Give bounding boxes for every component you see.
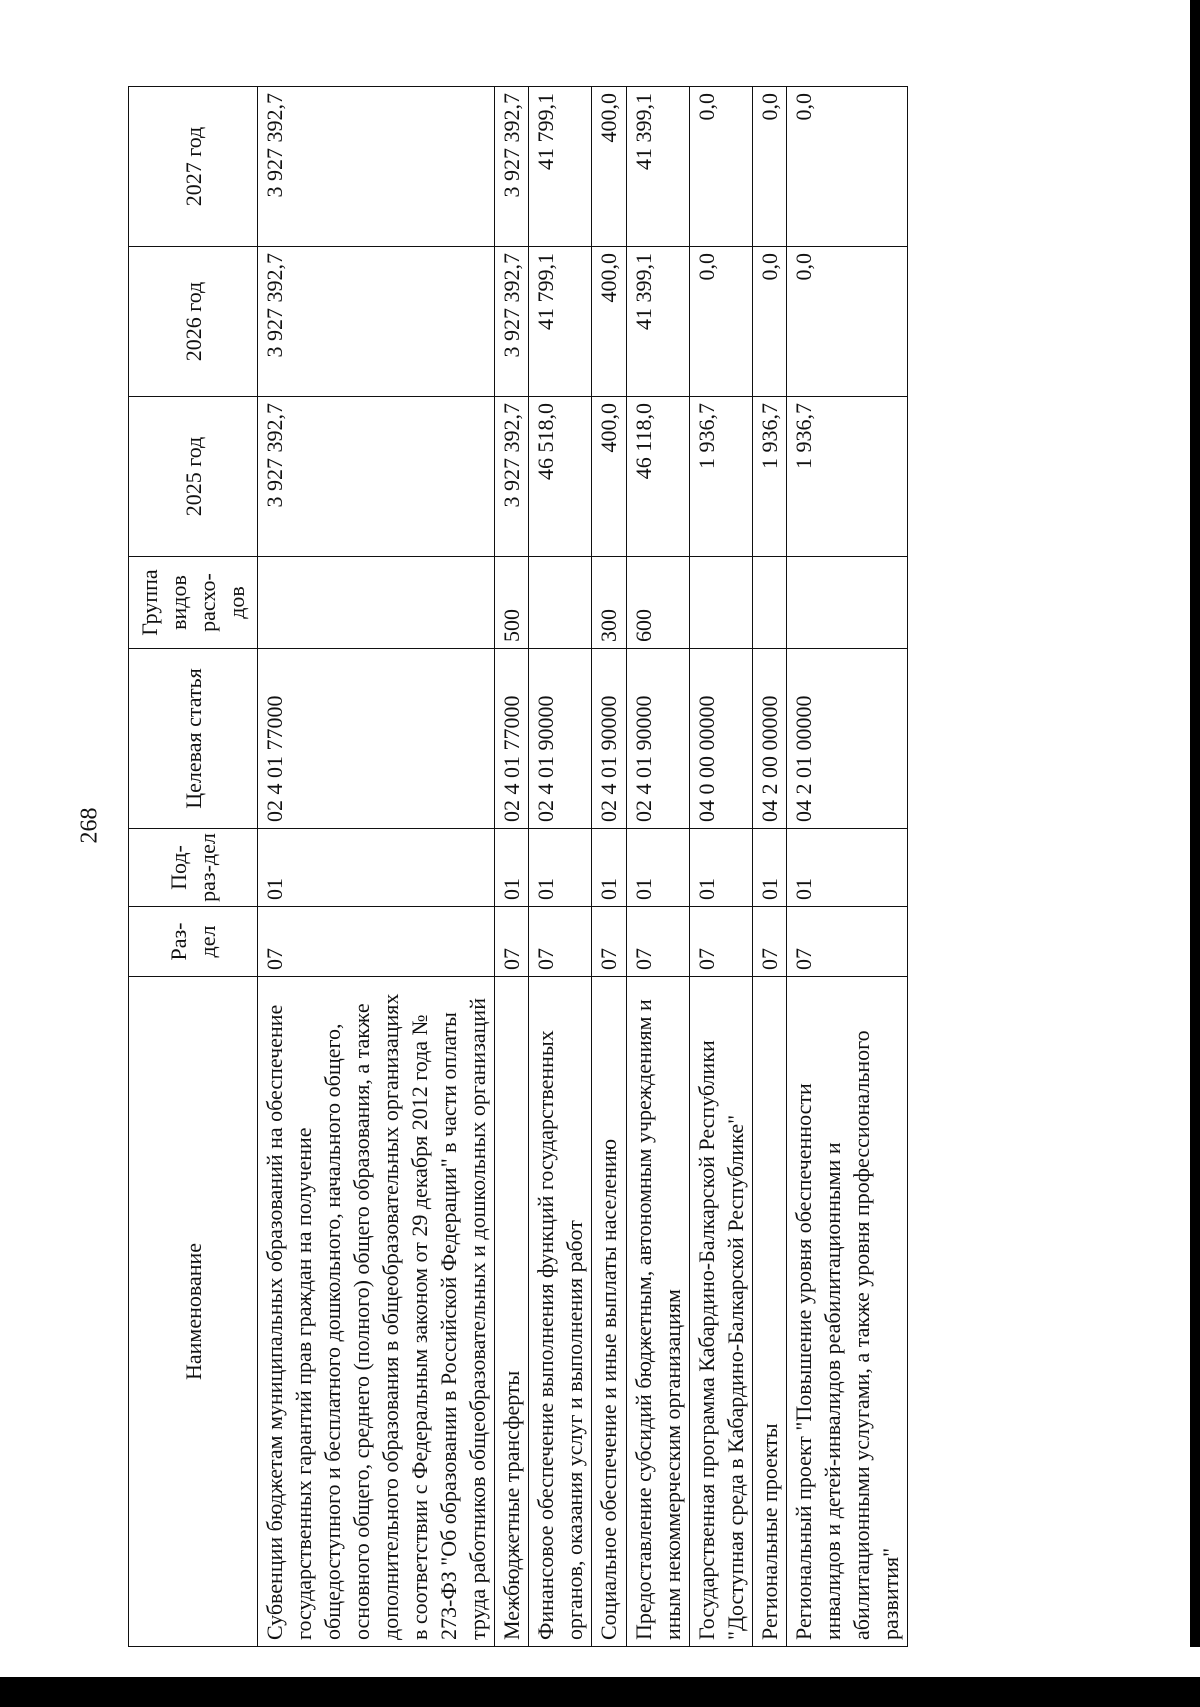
row-gruppa: 300 xyxy=(592,557,626,649)
row-2025: 46 518,0 xyxy=(529,397,592,557)
scan-right-edge xyxy=(1190,0,1200,1647)
table-header-row xyxy=(129,87,258,1647)
row-2027: 0,0 xyxy=(786,87,907,247)
table-row xyxy=(626,87,689,1647)
header-celevaya-statya: Целевая статья xyxy=(129,649,258,829)
row-2026: 41 799,1 xyxy=(529,247,592,397)
header-2027: 2027 год xyxy=(129,87,258,247)
row-2025: 400,0 xyxy=(592,397,626,557)
row-name: Социальное обеспечение и иные выплаты населению xyxy=(592,977,626,1647)
row-celevaya: 04 0 00 00000 xyxy=(689,649,752,829)
row-2027: 3 927 392,7 xyxy=(258,87,495,247)
row-podrazdel: 01 xyxy=(626,829,689,907)
table-row xyxy=(592,87,626,1647)
budget-table xyxy=(128,86,908,1647)
header-podrazdel: Под-раз-дел xyxy=(129,829,258,907)
row-2025: 1 936,7 xyxy=(752,397,786,557)
row-2026: 0,0 xyxy=(786,247,907,397)
row-celevaya: 02 4 01 77000 xyxy=(495,649,529,829)
row-gruppa: 500 xyxy=(495,557,529,649)
row-name: Государственная программа Кабардино-Балкарской Республики "Доступная среда в Кабардино-Балкарской Республике" xyxy=(689,977,752,1647)
row-name: Субвенции бюджетам муниципальных образований на обеспечение государственных гарантий прав граждан на получение общедоступного и бесплатного дошкольного, начального общего, основного общего, среднего (полного) общего образования, а также дополнительного образования в общеобразовательных организациях в соответствии с Федеральным законом от 29 декабря 2012 года № 273-ФЗ "Об образовании в Российской Федерации" в части оплаты труда работников общеобразовательных и дошкольных организаций xyxy=(258,977,495,1647)
row-2026: 41 399,1 xyxy=(626,247,689,397)
row-2025: 1 936,7 xyxy=(786,397,907,557)
row-name: Региональный проект "Повышение уровня обеспеченности инвалидов и детей-инвалидов реабилитационными и абилитационными услугами, а также уровня профессионального развития" xyxy=(786,977,907,1647)
row-podrazdel: 01 xyxy=(529,829,592,907)
row-2027: 41 799,1 xyxy=(529,87,592,247)
row-celevaya: 02 4 01 90000 xyxy=(626,649,689,829)
row-razdel: 07 xyxy=(529,907,592,977)
table-row xyxy=(786,87,907,1647)
row-podrazdel: 01 xyxy=(592,829,626,907)
table-row xyxy=(495,87,529,1647)
row-gruppa xyxy=(689,557,752,649)
row-gruppa: 600 xyxy=(626,557,689,649)
row-podrazdel: 01 xyxy=(786,829,907,907)
header-razdel: Раз-дел xyxy=(129,907,258,977)
row-celevaya: 02 4 01 77000 xyxy=(258,649,495,829)
row-razdel: 07 xyxy=(495,907,529,977)
header-name: Наименование xyxy=(129,977,258,1647)
row-2025: 3 927 392,7 xyxy=(258,397,495,557)
row-podrazdel: 01 xyxy=(689,829,752,907)
header-gruppa-vidov-rashodov: Группа видов расхо-дов xyxy=(129,557,258,649)
row-2027: 3 927 392,7 xyxy=(495,87,529,247)
row-name: Финансовое обеспечение выполнения функций государственных органов, оказания услуг и выполнения работ xyxy=(529,977,592,1647)
table-row xyxy=(258,87,495,1647)
row-celevaya: 02 4 01 90000 xyxy=(592,649,626,829)
header-2025: 2025 год xyxy=(129,397,258,557)
row-2027: 41 399,1 xyxy=(626,87,689,247)
row-name: Предоставление субсидий бюджетным, автономным учреждениям и иным некоммерческим организациям xyxy=(626,977,689,1647)
row-2026: 0,0 xyxy=(689,247,752,397)
row-2025: 46 118,0 xyxy=(626,397,689,557)
row-razdel: 07 xyxy=(258,907,495,977)
row-2026: 3 927 392,7 xyxy=(258,247,495,397)
row-razdel: 07 xyxy=(626,907,689,977)
row-razdel: 07 xyxy=(592,907,626,977)
table-row xyxy=(529,87,592,1647)
row-razdel: 07 xyxy=(752,907,786,977)
row-celevaya: 02 4 01 90000 xyxy=(529,649,592,829)
row-2027: 0,0 xyxy=(752,87,786,247)
row-gruppa xyxy=(752,557,786,649)
row-name: Региональные проекты xyxy=(752,977,786,1647)
table-row xyxy=(689,87,752,1647)
row-name: Межбюджетные трансферты xyxy=(495,977,529,1647)
row-podrazdel: 01 xyxy=(752,829,786,907)
row-gruppa xyxy=(258,557,495,649)
row-razdel: 07 xyxy=(786,907,907,977)
row-razdel: 07 xyxy=(689,907,752,977)
table-row xyxy=(752,87,786,1647)
row-celevaya: 04 2 00 00000 xyxy=(752,649,786,829)
row-podrazdel: 01 xyxy=(258,829,495,907)
row-celevaya: 04 2 01 00000 xyxy=(786,649,907,829)
row-2026: 0,0 xyxy=(752,247,786,397)
scan-bottom-edge xyxy=(0,1677,1200,1707)
row-2026: 3 927 392,7 xyxy=(495,247,529,397)
row-2025: 1 936,7 xyxy=(689,397,752,557)
page-number: 268 xyxy=(76,807,103,844)
budget-table-container xyxy=(128,87,1058,1647)
row-gruppa xyxy=(529,557,592,649)
row-2027: 400,0 xyxy=(592,87,626,247)
row-2026: 400,0 xyxy=(592,247,626,397)
row-podrazdel: 01 xyxy=(495,829,529,907)
row-gruppa xyxy=(786,557,907,649)
header-2026: 2026 год xyxy=(129,247,258,397)
row-2025: 3 927 392,7 xyxy=(495,397,529,557)
row-2027: 0,0 xyxy=(689,87,752,247)
